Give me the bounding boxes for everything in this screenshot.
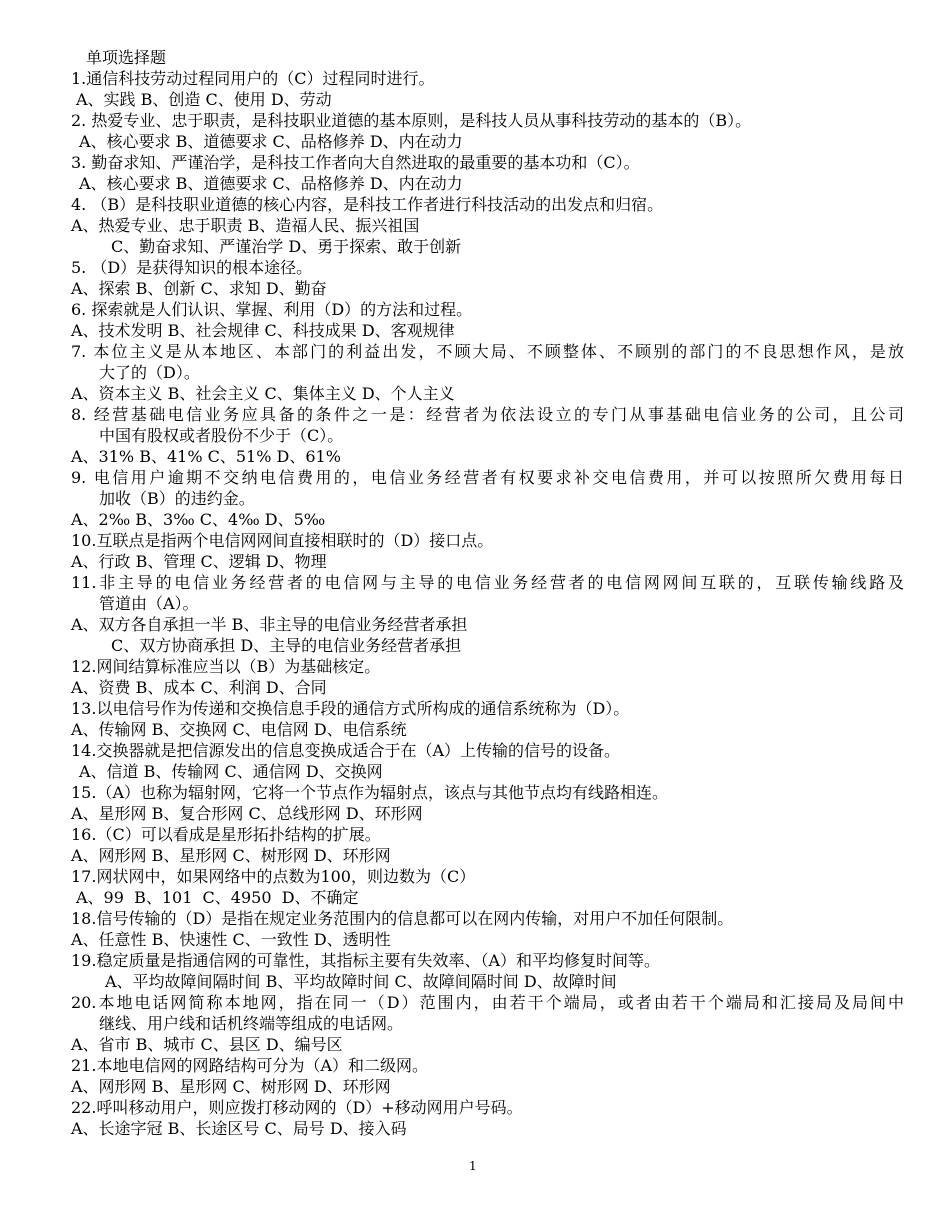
question-19: 19.稳定质量是指通信网的可靠性，其指标主要有失效率、（A）和平均修复时间等。 — [71, 951, 661, 970]
question-2: 2. 热爱专业、忠于职责，是科技职业道德的基本原则，是科技人员从事科技劳动的基本的（B）。 — [71, 111, 752, 130]
page-number: 1 — [469, 1159, 477, 1173]
options-2: A、核心要求 B、道德要求 C、品格修养 D、内在动力 — [79, 132, 463, 151]
options-13: A、传输网 B、交换网 C、电信网 D、电信系统 — [71, 720, 407, 739]
options-4a: A、热爱专业、忠于职责 B、造福人民、振兴祖国 — [71, 216, 420, 235]
question-8: 8. 经营基础电信业务应具备的条件之一是：经营者为依法设立的专门从事基础电信业务的公司，且公司 — [71, 405, 904, 424]
options-1: A、实践 B、创造 C、使用 D、劳动 — [76, 90, 332, 109]
question-8-cont: 中国有股权或者股份不少于（C）。 — [99, 426, 344, 445]
question-20: 20.本地电话网简称本地网，指在同一（D）范围内，由若干个端局，或者由若干个端局和汇接局及局间中 — [71, 993, 904, 1012]
options-7: A、资本主义 B、社会主义 C、集体主义 D、个人主义 — [71, 384, 455, 403]
question-10: 10.互联点是指两个电信网网间直接相联时的（D）接口点。 — [71, 531, 494, 550]
options-20: A、省市 B、城市 C、县区 D、编号区 — [71, 1035, 343, 1054]
options-11a: A、双方各自承担一半 B、非主导的电信业务经营者承担 — [71, 615, 468, 634]
options-22: A、长途字冠 B、长途区号 C、局号 D、接入码 — [71, 1119, 407, 1138]
question-18: 18.信号传输的（D）是指在规定业务范围内的信息都可以在网内传输，对用户不加任何限制。 — [71, 909, 734, 928]
options-21: A、网形网 B、星形网 C、树形网 D、环形网 — [71, 1077, 391, 1096]
question-9-cont: 加收（B）的违约金。 — [99, 489, 255, 508]
question-1: 1.通信科技劳动过程同用户的（C）过程同时进行。 — [71, 69, 435, 88]
question-21: 21.本地电信网的网路结构可分为（A）和二级网。 — [71, 1056, 429, 1075]
question-6: 6. 探索就是人们认识、掌握、利用（D）的方法和过程。 — [71, 300, 473, 319]
question-4: 4. （B）是科技职业道德的核心内容，是科技工作者进行科技活动的出发点和归宿。 — [71, 195, 664, 214]
question-7-cont: 大了的（D）。 — [99, 363, 200, 382]
question-11-cont: 管道由（A）。 — [99, 594, 199, 613]
options-5: A、探索 B、创新 C、求知 D、勤奋 — [71, 279, 327, 298]
question-3: 3. 勤奋求知、严谨治学，是科技工作者向大自然进取的最重要的基本功和（C）。 — [71, 153, 640, 172]
options-3: A、核心要求 B、道德要求 C、品格修养 D、内在动力 — [79, 174, 463, 193]
section-title: 单项选择题 — [86, 48, 167, 67]
options-19: A、平均故障间隔时间 B、平均故障时间 C、故障间隔时间 D、故障时间 — [105, 972, 617, 991]
question-17: 17.网状网中，如果网络中的点数为100，则边数为（C） — [71, 867, 476, 886]
question-9: 9. 电信用户逾期不交纳电信费用的，电信业务经营者有权要求补交电信费用，并可以按照所欠费用每日 — [71, 468, 904, 487]
options-14: A、信道 B、传输网 C、通信网 D、交换网 — [79, 762, 383, 781]
options-17: A、99 B、101 C、4950 D、不确定 — [76, 888, 359, 907]
options-11b: C、双方协商承担 D、主导的电信业务经营者承担 — [111, 636, 462, 655]
question-15: 15.（A）也称为辐射网，它将一个节点作为辐射点，该点与其他节点均有线路相连。 — [71, 783, 669, 802]
options-9: A、2‰ B、3‰ C、4‰ D、5‰ — [71, 510, 326, 529]
question-13: 13.以电信号作为传递和交换信息手段的通信方式所构成的通信系统称为（D）。 — [71, 699, 630, 718]
question-22: 22.呼叫移动用户，则应拨打移动网的（D）+移动网用户号码。 — [71, 1098, 523, 1117]
options-10: A、行政 B、管理 C、逻辑 D、物理 — [71, 552, 327, 571]
question-12: 12.网间结算标准应当以（B）为基础核定。 — [71, 657, 381, 676]
question-20-cont: 继线、用户线和话机终端等组成的电话网。 — [99, 1014, 404, 1033]
options-18: A、任意性 B、快速性 C、一致性 D、透明性 — [71, 930, 391, 949]
options-16: A、网形网 B、星形网 C、树形网 D、环形网 — [71, 846, 391, 865]
options-12: A、资费 B、成本 C、利润 D、合同 — [71, 678, 327, 697]
options-15: A、星形网 B、复合形网 C、总线形网 D、环形网 — [71, 804, 423, 823]
question-7: 7. 本位主义是从本地区、本部门的利益出发，不顾大局、不顾整体、不顾别的部门的不良思想作风，是放 — [71, 342, 904, 361]
question-14: 14.交换器就是把信源发出的信息变换成适合于在（A）上传输的信号的设备。 — [71, 741, 621, 760]
options-8: A、31% B、41% C、51% D、61% — [71, 447, 341, 466]
question-11: 11.非主导的电信业务经营者的电信网与主导的电信业务经营者的电信网网间互联的，互联传输线路及 — [71, 573, 904, 592]
question-5: 5. （D）是获得知识的根本途径。 — [71, 258, 313, 277]
question-16: 16.（C）可以看成是星形拓扑结构的扩展。 — [71, 825, 381, 844]
options-4b: C、勤奋求知、严谨治学 D、勇于探索、敢于创新 — [111, 237, 462, 256]
options-6: A、技术发明 B、社会规律 C、科技成果 D、客观规律 — [71, 321, 455, 340]
